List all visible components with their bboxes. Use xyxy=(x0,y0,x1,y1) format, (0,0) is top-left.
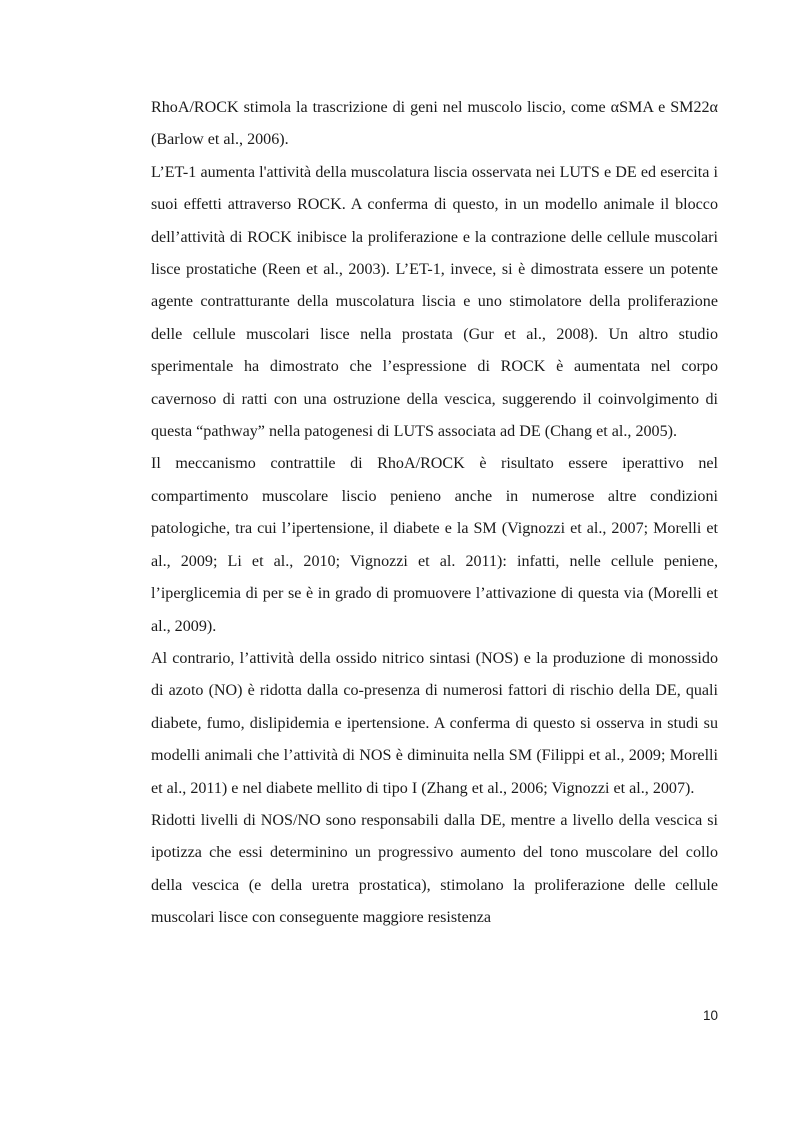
paragraph-3: Il meccanismo contrattile di RhoA/ROCK è risultato essere iperattivo nel compartimento muscolare liscio penieno anche in numerose altre condizioni patologiche, tra cui l’ipertensione, il diabete e la SM (Vignozzi et al., 2007; Morelli et al., 2009; Li et al., 2010; Vignozzi et al. 2011): infatti, nelle cellule peniene, l’iperglicemia di per se è in grado di promuovere l’attivazione di questa via (Morelli et al., 2009). xyxy=(151,455,718,635)
paragraph-4: Al contrario, l’attività della ossido nitrico sintasi (NOS) e la produzione di monossido di azoto (NO) è ridotta dalla co-presenza di numerosi fattori di rischio della DE, quali diabete, fumo, dislipidemia e ipertensione. A conferma di questo si osserva in studi su modelli animali che l’attività di NOS è diminuita nella SM (Filippi et al., 2009; Morelli et al., 2011) e nel diabete mellito di tipo I (Zhang et al., 2006; Vignozzi et al., 2007). xyxy=(151,649,718,797)
paragraph-5: Ridotti livelli di NOS/NO sono responsabili dalla DE, mentre a livello della vescica si ipotizza che essi determinino un progressivo aumento del tono muscolare del collo della vescica (e della uretra prostatica), stimolano la proliferazione delle cellule muscolari lisce con conseguente maggiore resistenza xyxy=(151,811,718,927)
body-text xyxy=(151,92,718,935)
paragraph-1: RhoA/ROCK stimola la trascrizione di geni nel muscolo liscio, come αSMA e SM22α (Barlow et al., 2006). xyxy=(151,99,718,149)
page-number: 10 xyxy=(702,1008,718,1023)
paragraph-2: L’ET-1 aumenta l'attività della muscolatura liscia osservata nei LUTS e DE ed esercita i suoi effetti attraverso ROCK. A conferma di questo, in un modello animale il blocco dell’attività di ROCK inibisce la proliferazione e la contrazione delle cellule muscolari lisce prostatiche (Reen et al., 2003). L’ET-1, invece, si è dimostrata essere un potente agente contratturante della muscolatura liscia e uno stimolatore della proliferazione delle cellule muscolari lisce nella prostata (Gur et al., 2008). Un altro studio sperimentale ha dimostrato che l’espressione di ROCK è aumentata nel corpo cavernoso di ratti con una ostruzione della vescica, suggerendo il coinvolgimento di questa “pathway” nella patogenesi di LUTS associata ad DE (Chang et al., 2005). xyxy=(151,163,718,441)
